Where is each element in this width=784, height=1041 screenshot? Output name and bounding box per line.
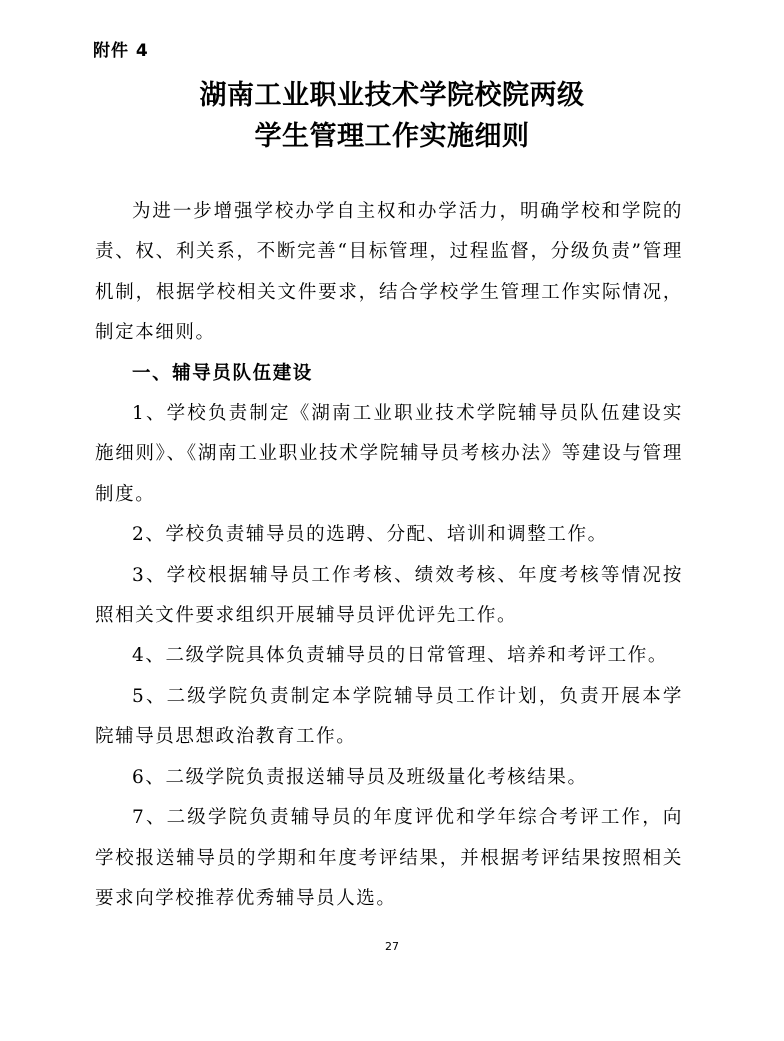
document-title-line-2: 学生管理工作实施细则	[254, 121, 530, 152]
list-item: 6、二级学院负责报送辅导员及班级量化考核结果。	[132, 766, 588, 788]
attachment-label: 附件 4	[93, 41, 149, 61]
list-item: 2、学校负责辅导员的选聘、分配、培训和调整工作。	[132, 524, 608, 546]
list-item: 4、二级学院具体负责辅导员的日常管理、培养和考评工作。	[132, 645, 668, 667]
section-heading: 一、辅导员队伍建设	[132, 362, 313, 384]
list-item: 5、二级学院负责制定本学院辅导员工作计划，负责开展本学院辅导员思想政治教育工作。	[95, 685, 683, 748]
list-item: 3、学校根据辅导员工作考核、绩效考核、年度考核等情况按照相关文件要求组织开展辅导员评优评先工作。	[95, 564, 683, 627]
list-item: 1、学校负责制定《湖南工业职业技术学院辅导员队伍建设实施细则》、《湖南工业职业技术学院辅导员考核办法》等建设与管理制度。	[95, 403, 683, 505]
document-body	[95, 192, 683, 919]
document-title-line-1: 湖南工业职业技术学院校院两级	[199, 80, 585, 111]
page-number: 27	[385, 940, 399, 953]
intro-paragraph: 为进一步增强学校办学自主权和办学活力，明确学校和学院的责、权、利关系，不断完善“目标管理，过程监督，分级负责”管理机制，根据学校相关文件要求，结合学校学生管理工作实际情况，制定本细则。	[95, 201, 683, 344]
list-item: 7、二级学院负责辅导员的年度评优和学年综合考评工作，向学校报送辅导员的学期和年度考评结果，并根据考评结果按照相关要求向学校推荐优秀辅导员人选。	[95, 807, 683, 909]
